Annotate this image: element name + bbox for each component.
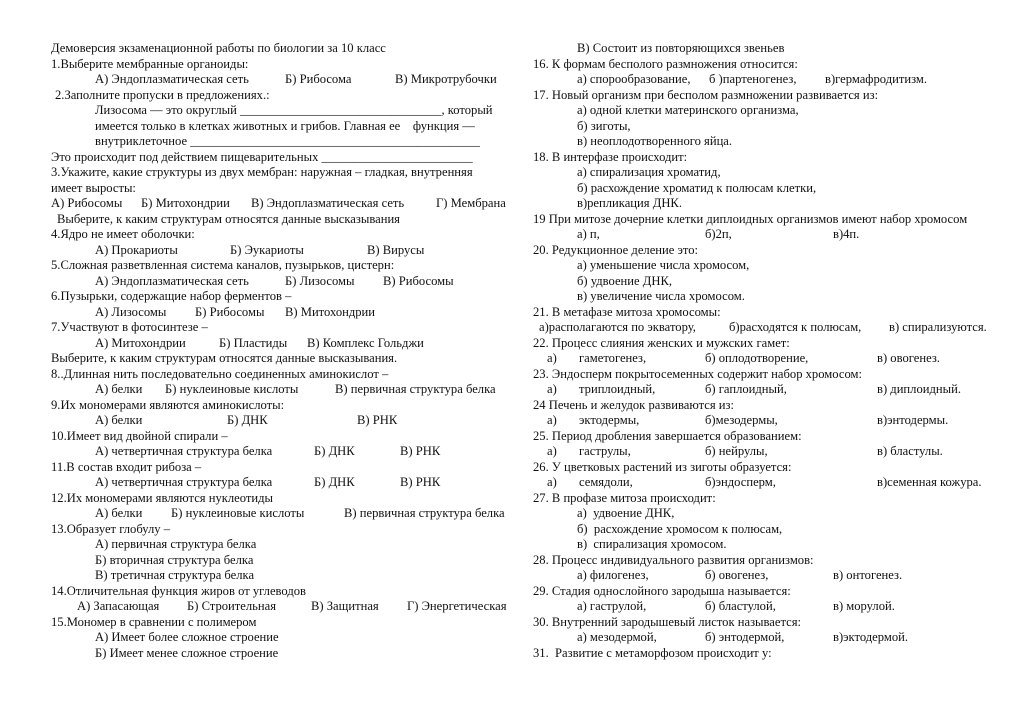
option-c: в) диплоидный. — [877, 382, 961, 396]
question-17: 17. Новый организм при бесполом размножении развивается из: — [533, 87, 879, 102]
option-a-letter: а) — [547, 413, 557, 427]
question-21: 21. В метафазе митоза хромосомы: — [533, 304, 721, 319]
question-27-option-b: б) расхождение хромосом к полюсам, — [577, 521, 783, 536]
question-11-options — [51, 475, 521, 491]
option-a: эктодермы, — [579, 413, 640, 427]
question-30-options — [533, 630, 1003, 646]
question-15-option-a: А) Имеет более сложное строение — [95, 630, 279, 644]
question-3: 3.Укажите, какие структуры из двух мембран: наружная – гладкая, внутренняя — [51, 165, 473, 179]
question-13: 13.Образует глобулу – — [51, 521, 171, 536]
question-10: 10.Имеет вид двойной спирали – — [51, 428, 228, 443]
question-27: 27. В профазе митоза происходит: — [533, 490, 716, 505]
question-20: 20. Редукционное деление это: — [533, 242, 699, 257]
question-12: 12.Их мономерами являются нуклеотиды — [51, 490, 274, 505]
question-20-option-b: б) удвоение ДНК, — [577, 273, 673, 288]
question-22: 22. Процесс слияния женских и мужских гамет: — [533, 335, 790, 350]
question-14: 14.Отличительная функция жиров от углеводов — [51, 583, 306, 598]
option-b: Б) ДНК — [227, 413, 268, 427]
option-b: Б) ДНК — [314, 475, 355, 489]
question-8-options — [51, 382, 521, 398]
option-b: Б) Рибосомы — [195, 304, 265, 319]
option-c: В) Вирусы — [367, 242, 425, 257]
option-b: Б) Пластиды — [219, 335, 288, 350]
option-b: Б) ДНК — [314, 444, 355, 458]
option-c: В) Микротрубочки — [395, 72, 497, 86]
question-15-option-b: Б) Имеет менее сложное строение — [95, 645, 279, 660]
question-13-option-a: А) первичная структура белка — [95, 537, 257, 551]
option-c: В) Комплекс Гольджи — [307, 335, 424, 350]
question-2-text-3: внутриклеточное ______________________________________________ — [95, 134, 480, 148]
option-a: а) п, — [577, 227, 600, 241]
question-1: 1.Выберите мембранные органоиды: — [51, 56, 249, 71]
option-d: Г) Энергетическая — [407, 599, 507, 613]
question-3-cont: имеет выросты: — [51, 180, 136, 195]
question-6: 6.Пузырьки, содержащие набор ферментов – — [51, 289, 292, 303]
option-c: В) первичная структура белка — [344, 506, 505, 520]
question-10-options — [51, 444, 521, 460]
question-18-option-a: а) спирализация хроматид, — [577, 165, 721, 179]
question-26-options — [533, 475, 1003, 491]
option-a-letter: а) — [547, 475, 557, 489]
question-9: 9.Их мономерами являются аминокислоты: — [51, 397, 285, 412]
option-a-letter: а) — [547, 382, 557, 396]
option-a: а) спорообразование, — [577, 72, 691, 86]
question-27-option-a: а) удвоение ДНК, — [577, 506, 675, 520]
question-25: 25. Период дробления завершается образованием: — [533, 428, 802, 443]
option-a: а) мезодермой, — [577, 630, 657, 644]
option-b: б) энтодермой, — [705, 630, 785, 644]
question-9-options — [51, 413, 521, 429]
option-a: а) филогенез, — [577, 568, 649, 582]
question-3-options — [51, 196, 521, 212]
option-b: б)эндосперм, — [705, 475, 776, 489]
question-8: 8..Длинная нить последовательно соединенных аминокислот – — [51, 366, 389, 381]
option-c: В) Эндоплазматическая сеть — [251, 196, 405, 210]
question-12-options — [51, 506, 521, 522]
document-title: Демоверсия экзаменационной работы по биологии за 10 класс — [51, 41, 386, 55]
question-7: 7.Участвуют в фотосинтезе – — [51, 320, 208, 334]
option-a: гаструлы, — [579, 444, 631, 458]
option-a: А) Лизосомы — [95, 304, 167, 319]
option-c: в) морулой. — [833, 599, 895, 613]
question-11: 11.В состав входит рибоза – — [51, 459, 202, 474]
question-5-options — [51, 274, 521, 290]
question-28: 28. Процесс индивидуального развития организмов: — [533, 552, 814, 567]
question-20-option-c: в) увеличение числа хромосом. — [577, 289, 745, 303]
option-b: б)расходятся к полюсам, — [729, 320, 862, 334]
option-c: В) Рибосомы — [383, 273, 454, 288]
question-24-options — [533, 413, 1003, 429]
option-a: А) Митохондрии — [95, 335, 186, 350]
option-a-letter: а) — [547, 444, 557, 458]
question-30: 30. Внутренний зародышевый листок называется: — [533, 614, 802, 629]
question-18-option-b: б) расхождение хроматид к полюсам клетки, — [577, 180, 817, 195]
option-b: Б) Митохондрии — [141, 196, 230, 210]
option-c: в) бластулы. — [877, 444, 943, 458]
option-a: А) белки — [95, 413, 143, 427]
left-column — [51, 41, 521, 661]
question-14-options — [51, 599, 521, 615]
question-18-option-c: в)репликация ДНК. — [577, 196, 682, 210]
section-instruction: Выберите, к каким структурам относятся данные высказывания — [57, 211, 400, 226]
option-b: б) гаплоидный, — [705, 382, 787, 396]
option-b: Б) Лизосомы — [285, 273, 355, 288]
option-c: В) первичная структура белка — [335, 382, 496, 396]
question-23-options — [533, 382, 1003, 398]
question-29-options — [533, 599, 1003, 615]
option-a: А) четвертичная структура белка — [95, 475, 273, 489]
option-c: в)энтодермы. — [877, 413, 949, 427]
question-17-option-c: в) неоплодотворенного яйца. — [577, 134, 733, 148]
question-2-text-4: Это происходит под действием пищеварительных ________________________ — [51, 149, 473, 164]
question-4-options — [51, 243, 521, 259]
option-a: гаметогенез, — [579, 351, 647, 365]
question-16: 16. К формам бесполого размножения относится: — [533, 56, 798, 71]
question-18: 18. В интерфазе происходит: — [533, 149, 688, 164]
question-16-options — [533, 72, 1003, 88]
question-1-options — [51, 72, 521, 88]
question-2: 2.Заполните пропуски в предложениях.: — [55, 87, 270, 102]
question-24: 24 Печень и желудок развиваются из: — [533, 397, 735, 412]
option-a: А) Прокариоты — [95, 242, 178, 257]
question-15-option-c: В) Состоит из повторяющихся звеньев — [577, 41, 785, 55]
option-c: в)гермафродитизм. — [825, 72, 928, 86]
question-13-option-b: Б) вторичная структура белка — [95, 552, 254, 567]
option-a: а) гаструлой, — [577, 599, 647, 613]
question-20-option-a: а) уменьшение числа хромосом, — [577, 258, 750, 272]
question-19-options — [533, 227, 1003, 243]
option-a: А) белки — [95, 382, 143, 396]
option-a-letter: а) — [547, 351, 557, 365]
question-26: 26. У цветковых растений из зиготы образуется: — [533, 459, 792, 474]
option-a: семядоли, — [579, 475, 633, 489]
question-5: 5.Сложная разветвленная система каналов, пузырьков, цистерн: — [51, 258, 395, 272]
option-c: В) РНК — [400, 444, 441, 458]
option-a: А) четвертичная структура белка — [95, 444, 273, 458]
question-28-options — [533, 568, 1003, 584]
option-a: триплоидный, — [579, 382, 656, 396]
option-c: В) РНК — [357, 413, 398, 427]
question-23: 23. Эндосперм покрытосеменных содержит набор хромосом: — [533, 366, 862, 381]
option-b: б)2п, — [705, 227, 732, 241]
option-c: в) онтогенез. — [833, 568, 903, 582]
option-b: б) бластулой, — [705, 599, 776, 613]
option-c: в)эктодермой. — [833, 630, 909, 644]
option-a: А) белки — [95, 506, 143, 520]
option-c: В) РНК — [400, 475, 441, 489]
option-a: а)располагаются по экватору, — [539, 320, 696, 334]
right-column — [533, 41, 1003, 661]
question-31: 31. Развитие с метаморфозом происходит у: — [533, 645, 772, 660]
option-b: Б) нуклеиновые кислоты — [171, 506, 305, 520]
question-19: 19 При митозе дочерние клетки диплоидных организмов имеют набор хромосом — [533, 211, 968, 226]
option-b: Б) Рибосома — [285, 72, 352, 86]
option-c: В) Митохондрии — [285, 304, 376, 319]
question-13-option-c: В) третичная структура белка — [95, 568, 255, 582]
question-2-text-1: Лизосома — это округлый ________________________________, который — [95, 103, 493, 117]
option-a: А) Рибосомы — [51, 196, 123, 210]
option-b: Б) Строительная — [187, 599, 277, 613]
option-a: А) Эндоплазматическая сеть — [95, 273, 249, 288]
option-a: А) Эндоплазматическая сеть — [95, 72, 249, 86]
option-b: Б) нуклеиновые кислоты — [165, 382, 299, 396]
question-17-option-a: а) одной клетки материнского организма, — [577, 103, 799, 117]
question-22-options — [533, 351, 1003, 367]
option-a: А) Запасающая — [77, 599, 160, 613]
option-b: б)мезодермы, — [705, 413, 778, 427]
question-7-options — [51, 336, 521, 352]
question-2-text-2: имеется только в клетках животных и грибов. Главная ее функция — — [95, 118, 475, 133]
option-b: Б) Эукариоты — [230, 242, 304, 257]
question-6-options — [51, 305, 521, 321]
option-d: Г) Мембрана — [436, 196, 506, 210]
section-instruction-2: Выберите, к каким структурам относятся данные высказывания. — [51, 351, 398, 365]
question-21-options — [533, 320, 1003, 336]
option-c: в)семенная кожура. — [877, 475, 982, 489]
question-4: 4.Ядро не имеет оболочки: — [51, 227, 195, 241]
option-b: б) оплодотворение, — [705, 351, 809, 365]
option-c: В) Защитная — [311, 599, 379, 613]
option-c: в) овогенез. — [877, 351, 940, 365]
question-27-option-c: в) спирализация хромосом. — [577, 537, 727, 551]
question-15: 15.Мономер в сравнении с полимером — [51, 614, 257, 629]
question-25-options — [533, 444, 1003, 460]
option-b: б) нейрулы, — [705, 444, 768, 458]
option-b: б )партеногенез, — [709, 72, 797, 86]
option-c: в) спирализуются. — [889, 320, 987, 334]
option-c: в)4п. — [833, 227, 860, 241]
option-b: б) овогенез, — [705, 568, 769, 582]
question-17-option-b: б) зиготы, — [577, 118, 631, 133]
question-29: 29. Стадия однослойного зародыша называется: — [533, 583, 791, 598]
